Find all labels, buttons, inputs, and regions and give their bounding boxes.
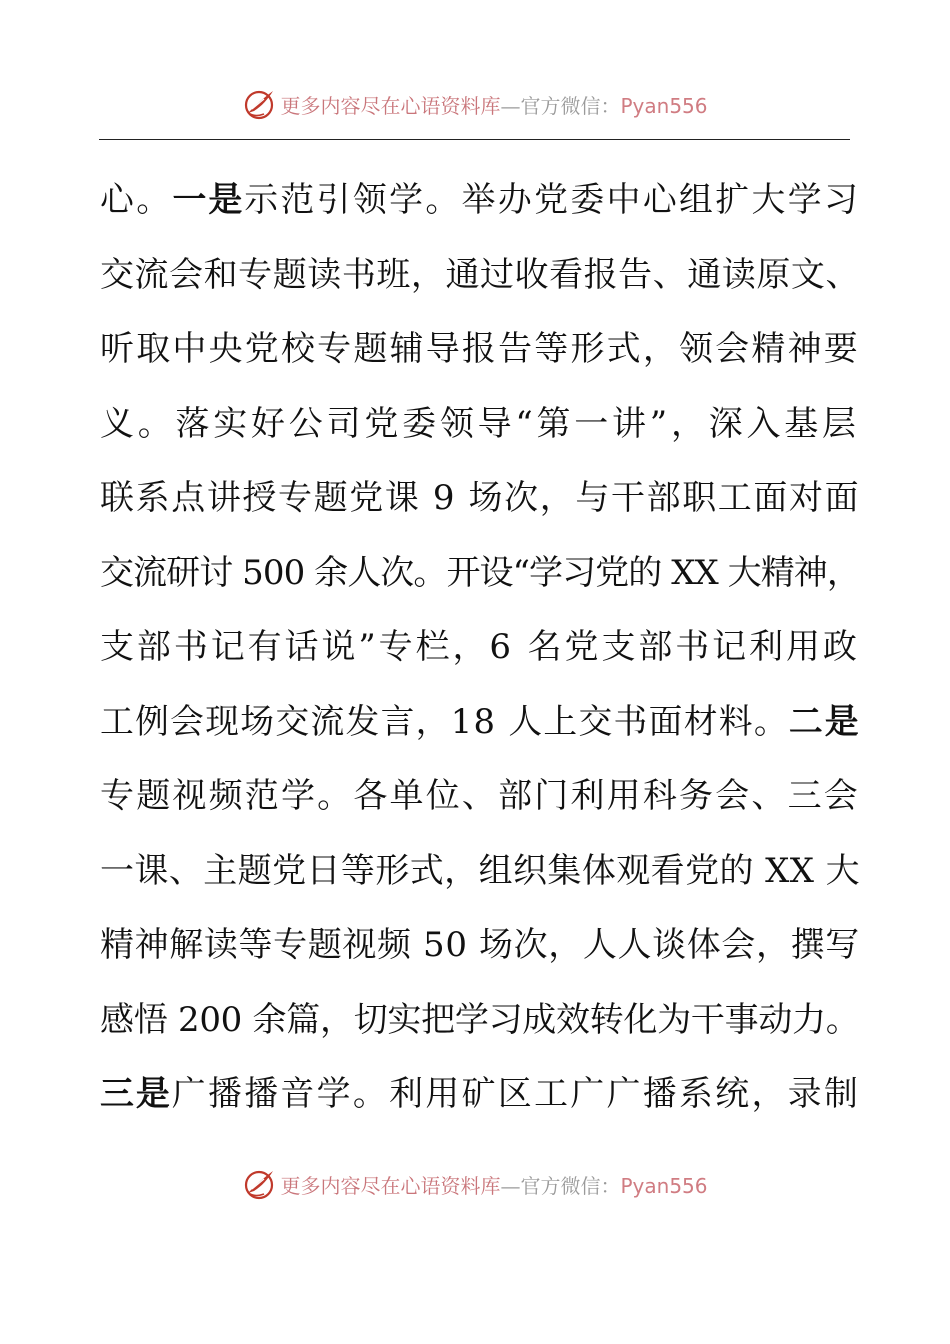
body-text-line [100,250,860,300]
footer-watermark-text: 更多内容尽在心语资料库—官方微信：Pyan556 [280,1173,708,1198]
bold-lead-phrase: 二是 [788,701,861,742]
header-watermark [0,84,950,124]
body-text-line [100,1069,860,1119]
body-text-span: 交流研讨 500 余人次。开设“学习党的 XX 大精神， [100,552,860,593]
body-text-line [100,175,860,225]
body-text-line [100,622,860,672]
body-text-line [100,399,860,449]
body-text-line [100,771,860,821]
body-text-line [100,920,860,970]
body-text-span: 一课、主题党日等形式，组织集体观看党的 XX 大 [100,850,861,891]
body-text-span: 联系点讲授专题党课 9 场次，与干部职工面对面 [100,478,861,518]
body-text-span: 感悟 200 余篇，切实把学习成效转化为干事动力。 [100,999,860,1040]
body-text-span: 工例会现场交流发言，18 人上交书面材料。 [100,701,789,742]
body-text-line [100,995,860,1045]
body-text-span: 支部书记有话说”专栏，6 名党支部书记利用政 [100,627,860,667]
body-text-line [100,697,860,747]
body-text-span: 心。 [100,180,173,220]
quill-logo-icon [242,1167,276,1201]
body-text-span: 专题视频范学。各单位、部门利用科务会、三会 [100,776,860,816]
body-text-span: 义。落实好公司党委领导“第一讲”，深入基层 [100,403,860,444]
body-text-line [100,548,860,598]
header-divider [99,139,850,140]
quill-logo-icon [242,87,276,121]
body-text-span: 示范引领学。举办党委中心组扩大学习 [244,180,861,220]
footer-watermark [0,1164,950,1204]
body-text-span: 听取中央党校专题辅导报告等形式，领会精神要 [100,329,860,369]
bold-lead-phrase: 一是 [172,180,245,220]
header-watermark-text: 更多内容尽在心语资料库—官方微信：Pyan556 [280,93,708,118]
body-text-span: 交流会和专题读书班，通过收看报告、通读原文、 [100,254,860,295]
body-text-span: 精神解读等专题视频 50 场次，人人谈体会，撰写 [100,925,860,965]
body-text-span: 广播播音学。利用矿区工广广播系统，录制 [171,1074,861,1114]
body-text-line [100,473,860,523]
body-text-line [100,846,860,896]
bold-lead-phrase: 三是 [100,1074,172,1114]
body-text-line [100,324,860,374]
